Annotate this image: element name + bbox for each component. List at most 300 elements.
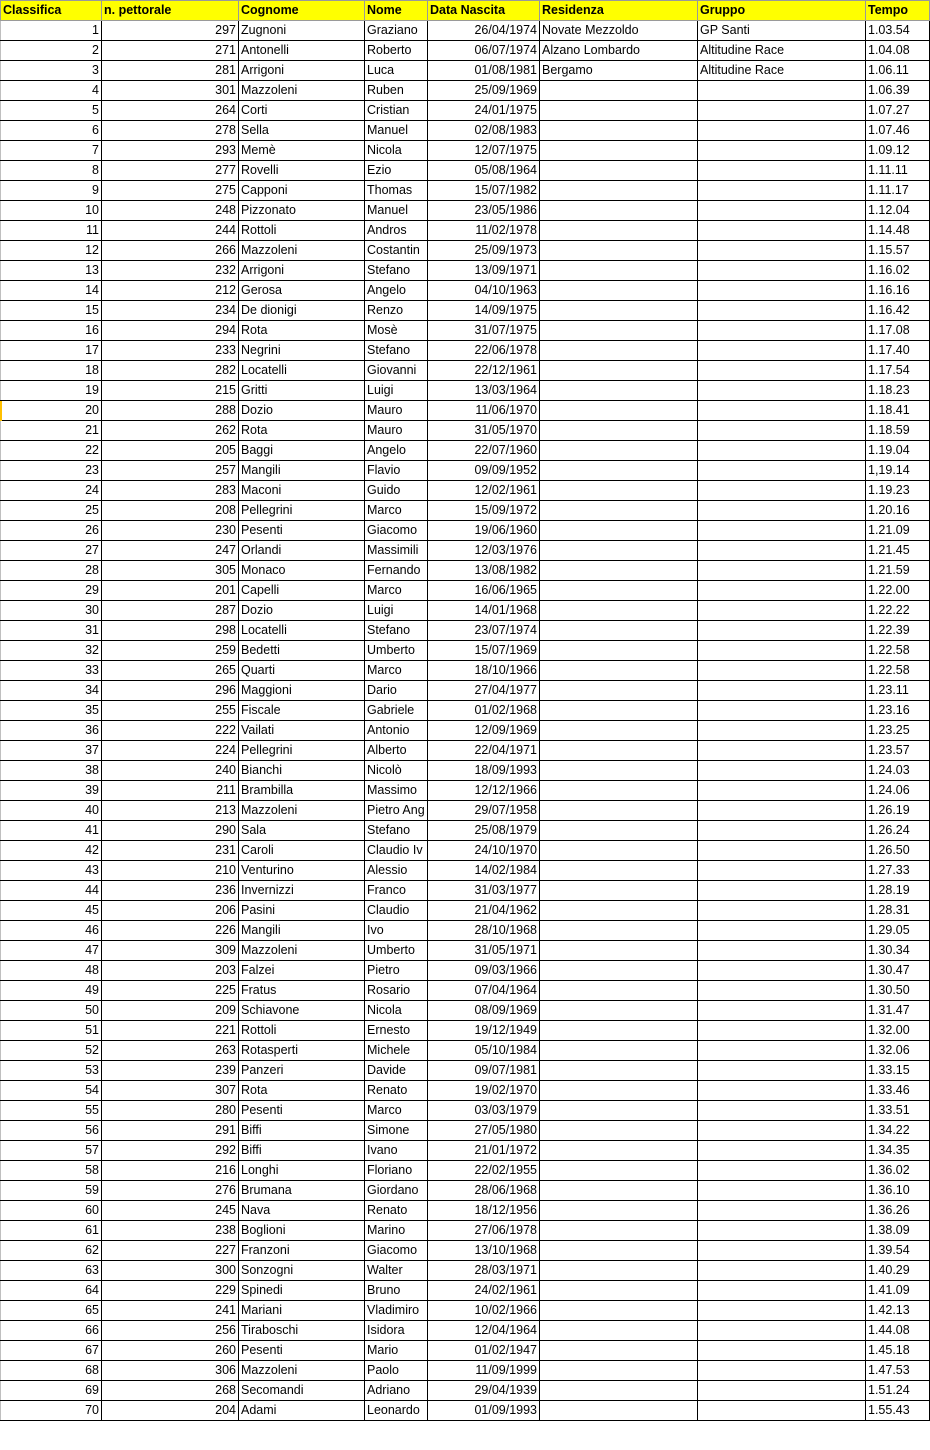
cell-cognome[interactable]: Rota — [239, 421, 365, 441]
header-nome[interactable]: Nome — [365, 1, 428, 21]
cell-pettorale[interactable]: 288 — [102, 401, 239, 421]
cell-gruppo[interactable] — [698, 1001, 866, 1021]
cell-pettorale[interactable]: 276 — [102, 1181, 239, 1201]
cell-tempo[interactable]: 1.42.13 — [866, 1301, 930, 1321]
cell-residenza[interactable] — [540, 241, 698, 261]
cell-data-nascita[interactable]: 12/07/1975 — [428, 141, 540, 161]
cell-tempo[interactable]: 1,19.14 — [866, 461, 930, 481]
cell-nome[interactable]: Mario — [365, 1341, 428, 1361]
cell-pettorale[interactable]: 281 — [102, 61, 239, 81]
cell-pettorale[interactable]: 232 — [102, 261, 239, 281]
cell-classifica[interactable]: 32 — [1, 641, 102, 661]
cell-gruppo[interactable] — [698, 821, 866, 841]
cell-pettorale[interactable]: 225 — [102, 981, 239, 1001]
cell-residenza[interactable] — [540, 1161, 698, 1181]
cell-cognome[interactable]: Boglioni — [239, 1221, 365, 1241]
cell-cognome[interactable]: Pellegrini — [239, 741, 365, 761]
cell-residenza[interactable] — [540, 741, 698, 761]
cell-cognome[interactable]: Pesenti — [239, 521, 365, 541]
cell-pettorale[interactable]: 230 — [102, 521, 239, 541]
cell-gruppo[interactable] — [698, 401, 866, 421]
cell-data-nascita[interactable]: 08/09/1969 — [428, 1001, 540, 1021]
cell-data-nascita[interactable]: 22/12/1961 — [428, 361, 540, 381]
cell-data-nascita[interactable]: 22/04/1971 — [428, 741, 540, 761]
cell-tempo[interactable]: 1.27.33 — [866, 861, 930, 881]
cell-cognome[interactable]: Mazzoleni — [239, 81, 365, 101]
cell-cognome[interactable]: Monaco — [239, 561, 365, 581]
cell-nome[interactable]: Marino — [365, 1221, 428, 1241]
cell-cognome[interactable]: Gritti — [239, 381, 365, 401]
cell-tempo[interactable]: 1.22.22 — [866, 601, 930, 621]
cell-pettorale[interactable]: 255 — [102, 701, 239, 721]
cell-nome[interactable]: Nicola — [365, 141, 428, 161]
cell-nome[interactable]: Leonardo — [365, 1401, 428, 1421]
cell-nome[interactable]: Stefano — [365, 261, 428, 281]
cell-data-nascita[interactable]: 14/01/1968 — [428, 601, 540, 621]
cell-gruppo[interactable] — [698, 621, 866, 641]
cell-classifica[interactable]: 45 — [1, 901, 102, 921]
cell-data-nascita[interactable]: 27/05/1980 — [428, 1121, 540, 1141]
cell-classifica[interactable]: 6 — [1, 121, 102, 141]
cell-gruppo[interactable] — [698, 721, 866, 741]
cell-gruppo[interactable] — [698, 281, 866, 301]
cell-data-nascita[interactable]: 24/10/1970 — [428, 841, 540, 861]
cell-gruppo[interactable] — [698, 981, 866, 1001]
cell-cognome[interactable]: Rota — [239, 321, 365, 341]
cell-cognome[interactable]: Adami — [239, 1401, 365, 1421]
cell-pettorale[interactable]: 282 — [102, 361, 239, 381]
cell-pettorale[interactable]: 240 — [102, 761, 239, 781]
cell-classifica[interactable]: 13 — [1, 261, 102, 281]
cell-residenza[interactable] — [540, 381, 698, 401]
cell-pettorale[interactable]: 296 — [102, 681, 239, 701]
cell-cognome[interactable]: Mazzoleni — [239, 1361, 365, 1381]
cell-tempo[interactable]: 1.33.46 — [866, 1081, 930, 1101]
cell-pettorale[interactable]: 245 — [102, 1201, 239, 1221]
cell-residenza[interactable]: Alzano Lombardo — [540, 41, 698, 61]
cell-residenza[interactable] — [540, 661, 698, 681]
cell-nome[interactable]: Stefano — [365, 341, 428, 361]
cell-residenza[interactable]: Novate Mezzoldo — [540, 21, 698, 41]
cell-nome[interactable]: Adriano — [365, 1381, 428, 1401]
cell-classifica[interactable]: 15 — [1, 301, 102, 321]
cell-gruppo[interactable] — [698, 361, 866, 381]
cell-classifica[interactable]: 35 — [1, 701, 102, 721]
cell-data-nascita[interactable]: 14/09/1975 — [428, 301, 540, 321]
cell-gruppo[interactable] — [698, 461, 866, 481]
cell-gruppo[interactable] — [698, 561, 866, 581]
cell-nome[interactable]: Luigi — [365, 601, 428, 621]
cell-residenza[interactable] — [540, 101, 698, 121]
cell-tempo[interactable]: 1.30.47 — [866, 961, 930, 981]
cell-residenza[interactable] — [540, 781, 698, 801]
cell-tempo[interactable]: 1.20.16 — [866, 501, 930, 521]
cell-tempo[interactable]: 1.17.54 — [866, 361, 930, 381]
cell-data-nascita[interactable]: 31/05/1970 — [428, 421, 540, 441]
cell-tempo[interactable]: 1.06.11 — [866, 61, 930, 81]
cell-pettorale[interactable]: 238 — [102, 1221, 239, 1241]
cell-classifica[interactable]: 67 — [1, 1341, 102, 1361]
cell-classifica[interactable]: 40 — [1, 801, 102, 821]
cell-cognome[interactable]: Biffi — [239, 1121, 365, 1141]
cell-residenza[interactable] — [540, 281, 698, 301]
cell-nome[interactable]: Michele — [365, 1041, 428, 1061]
cell-pettorale[interactable]: 260 — [102, 1341, 239, 1361]
cell-gruppo[interactable] — [698, 121, 866, 141]
cell-nome[interactable]: Mauro — [365, 421, 428, 441]
cell-data-nascita[interactable]: 05/08/1964 — [428, 161, 540, 181]
cell-pettorale[interactable]: 266 — [102, 241, 239, 261]
cell-nome[interactable]: Walter — [365, 1261, 428, 1281]
cell-data-nascita[interactable]: 11/06/1970 — [428, 401, 540, 421]
cell-residenza[interactable] — [540, 501, 698, 521]
cell-nome[interactable]: Manuel — [365, 121, 428, 141]
cell-tempo[interactable]: 1.26.24 — [866, 821, 930, 841]
cell-cognome[interactable]: Quarti — [239, 661, 365, 681]
cell-nome[interactable]: Umberto — [365, 641, 428, 661]
cell-cognome[interactable]: Falzei — [239, 961, 365, 981]
cell-tempo[interactable]: 1.11.11 — [866, 161, 930, 181]
cell-data-nascita[interactable]: 13/03/1964 — [428, 381, 540, 401]
cell-nome[interactable]: Massimo — [365, 781, 428, 801]
cell-tempo[interactable]: 1.07.27 — [866, 101, 930, 121]
cell-cognome[interactable]: Locatelli — [239, 621, 365, 641]
cell-classifica[interactable]: 7 — [1, 141, 102, 161]
cell-data-nascita[interactable]: 12/02/1961 — [428, 481, 540, 501]
cell-tempo[interactable]: 1.03.54 — [866, 21, 930, 41]
cell-residenza[interactable] — [540, 201, 698, 221]
cell-classifica[interactable]: 21 — [1, 421, 102, 441]
cell-classifica[interactable]: 61 — [1, 1221, 102, 1241]
cell-data-nascita[interactable]: 24/02/1961 — [428, 1281, 540, 1301]
cell-classifica[interactable]: 55 — [1, 1101, 102, 1121]
cell-cognome[interactable]: Vailati — [239, 721, 365, 741]
cell-tempo[interactable]: 1.16.02 — [866, 261, 930, 281]
cell-residenza[interactable] — [540, 1141, 698, 1161]
cell-residenza[interactable] — [540, 1321, 698, 1341]
cell-residenza[interactable] — [540, 1241, 698, 1261]
cell-classifica[interactable]: 43 — [1, 861, 102, 881]
cell-residenza[interactable] — [540, 561, 698, 581]
cell-cognome[interactable]: Bianchi — [239, 761, 365, 781]
cell-gruppo[interactable]: Altitudine Race — [698, 41, 866, 61]
cell-data-nascita[interactable]: 16/06/1965 — [428, 581, 540, 601]
cell-classifica[interactable]: 70 — [1, 1401, 102, 1421]
cell-nome[interactable]: Bruno — [365, 1281, 428, 1301]
cell-data-nascita[interactable]: 09/07/1981 — [428, 1061, 540, 1081]
cell-gruppo[interactable] — [698, 501, 866, 521]
cell-pettorale[interactable]: 241 — [102, 1301, 239, 1321]
cell-pettorale[interactable]: 301 — [102, 81, 239, 101]
cell-gruppo[interactable] — [698, 421, 866, 441]
cell-gruppo[interactable] — [698, 1101, 866, 1121]
cell-residenza[interactable] — [540, 481, 698, 501]
cell-cognome[interactable]: Pizzonato — [239, 201, 365, 221]
cell-cognome[interactable]: Biffi — [239, 1141, 365, 1161]
cell-residenza[interactable] — [540, 861, 698, 881]
cell-nome[interactable]: Rosario — [365, 981, 428, 1001]
cell-residenza[interactable] — [540, 1181, 698, 1201]
cell-residenza[interactable] — [540, 441, 698, 461]
cell-nome[interactable]: Pietro Ang — [365, 801, 428, 821]
cell-nome[interactable]: Antonio — [365, 721, 428, 741]
cell-residenza[interactable] — [540, 541, 698, 561]
cell-cognome[interactable]: Rota — [239, 1081, 365, 1101]
cell-data-nascita[interactable]: 09/03/1966 — [428, 961, 540, 981]
cell-gruppo[interactable] — [698, 1261, 866, 1281]
cell-classifica[interactable]: 63 — [1, 1261, 102, 1281]
cell-tempo[interactable]: 1.19.04 — [866, 441, 930, 461]
cell-classifica[interactable]: 62 — [1, 1241, 102, 1261]
cell-tempo[interactable]: 1.28.19 — [866, 881, 930, 901]
cell-classifica[interactable]: 65 — [1, 1301, 102, 1321]
cell-pettorale[interactable]: 236 — [102, 881, 239, 901]
cell-cognome[interactable]: Arrigoni — [239, 61, 365, 81]
cell-pettorale[interactable]: 247 — [102, 541, 239, 561]
cell-cognome[interactable]: Franzoni — [239, 1241, 365, 1261]
cell-tempo[interactable]: 1.24.06 — [866, 781, 930, 801]
cell-nome[interactable]: Renato — [365, 1081, 428, 1101]
cell-classifica[interactable]: 9 — [1, 181, 102, 201]
header-residenza[interactable]: Residenza — [540, 1, 698, 21]
cell-classifica[interactable]: 41 — [1, 821, 102, 841]
cell-data-nascita[interactable]: 28/10/1968 — [428, 921, 540, 941]
cell-cognome[interactable]: Capponi — [239, 181, 365, 201]
cell-cognome[interactable]: Arrigoni — [239, 261, 365, 281]
cell-gruppo[interactable] — [698, 321, 866, 341]
cell-nome[interactable]: Giacomo — [365, 1241, 428, 1261]
cell-cognome[interactable]: Pesenti — [239, 1341, 365, 1361]
cell-pettorale[interactable]: 203 — [102, 961, 239, 981]
cell-tempo[interactable]: 1.55.43 — [866, 1401, 930, 1421]
cell-classifica[interactable]: 64 — [1, 1281, 102, 1301]
cell-tempo[interactable]: 1.17.40 — [866, 341, 930, 361]
cell-classifica[interactable]: 23 — [1, 461, 102, 481]
cell-classifica[interactable]: 11 — [1, 221, 102, 241]
cell-cognome[interactable]: Pesenti — [239, 1101, 365, 1121]
cell-pettorale[interactable]: 263 — [102, 1041, 239, 1061]
cell-cognome[interactable]: Locatelli — [239, 361, 365, 381]
cell-data-nascita[interactable]: 22/06/1978 — [428, 341, 540, 361]
cell-cognome[interactable]: Dozio — [239, 601, 365, 621]
cell-tempo[interactable]: 1.21.09 — [866, 521, 930, 541]
cell-residenza[interactable] — [540, 261, 698, 281]
cell-nome[interactable]: Marco — [365, 1101, 428, 1121]
cell-cognome[interactable]: Schiavone — [239, 1001, 365, 1021]
cell-gruppo[interactable] — [698, 1061, 866, 1081]
cell-data-nascita[interactable]: 13/09/1971 — [428, 261, 540, 281]
cell-cognome[interactable]: Memè — [239, 141, 365, 161]
cell-classifica[interactable]: 14 — [1, 281, 102, 301]
cell-nome[interactable]: Roberto — [365, 41, 428, 61]
cell-classifica[interactable]: 60 — [1, 1201, 102, 1221]
cell-classifica[interactable]: 56 — [1, 1121, 102, 1141]
cell-pettorale[interactable]: 208 — [102, 501, 239, 521]
cell-classifica[interactable]: 53 — [1, 1061, 102, 1081]
header-tempo[interactable]: Tempo — [866, 1, 930, 21]
cell-data-nascita[interactable]: 15/07/1969 — [428, 641, 540, 661]
cell-classifica[interactable]: 22 — [1, 441, 102, 461]
cell-residenza[interactable] — [540, 1301, 698, 1321]
cell-classifica[interactable]: 33 — [1, 661, 102, 681]
cell-tempo[interactable]: 1.28.31 — [866, 901, 930, 921]
cell-gruppo[interactable] — [698, 261, 866, 281]
cell-nome[interactable]: Angelo — [365, 281, 428, 301]
cell-gruppo[interactable] — [698, 101, 866, 121]
cell-classifica[interactable]: 25 — [1, 501, 102, 521]
cell-gruppo[interactable] — [698, 1301, 866, 1321]
cell-classifica[interactable]: 12 — [1, 241, 102, 261]
cell-classifica[interactable]: 39 — [1, 781, 102, 801]
cell-classifica[interactable]: 51 — [1, 1021, 102, 1041]
cell-nome[interactable]: Giacomo — [365, 521, 428, 541]
cell-residenza[interactable] — [540, 341, 698, 361]
cell-nome[interactable]: Isidora — [365, 1321, 428, 1341]
cell-pettorale[interactable]: 211 — [102, 781, 239, 801]
cell-cognome[interactable]: Mangili — [239, 921, 365, 941]
cell-nome[interactable]: Umberto — [365, 941, 428, 961]
cell-residenza[interactable] — [540, 421, 698, 441]
cell-gruppo[interactable] — [698, 801, 866, 821]
cell-tempo[interactable]: 1.19.23 — [866, 481, 930, 501]
cell-cognome[interactable]: Invernizzi — [239, 881, 365, 901]
cell-nome[interactable]: Giovanni — [365, 361, 428, 381]
cell-cognome[interactable]: Sonzogni — [239, 1261, 365, 1281]
cell-data-nascita[interactable]: 01/02/1947 — [428, 1341, 540, 1361]
cell-data-nascita[interactable]: 31/03/1977 — [428, 881, 540, 901]
cell-nome[interactable]: Gabriele — [365, 701, 428, 721]
cell-gruppo[interactable] — [698, 1041, 866, 1061]
cell-data-nascita[interactable]: 09/09/1952 — [428, 461, 540, 481]
cell-gruppo[interactable] — [698, 1121, 866, 1141]
cell-classifica[interactable]: 34 — [1, 681, 102, 701]
cell-gruppo[interactable] — [698, 841, 866, 861]
cell-tempo[interactable]: 1.21.45 — [866, 541, 930, 561]
cell-nome[interactable]: Davide — [365, 1061, 428, 1081]
cell-pettorale[interactable]: 201 — [102, 581, 239, 601]
cell-tempo[interactable]: 1.30.34 — [866, 941, 930, 961]
cell-nome[interactable]: Luca — [365, 61, 428, 81]
cell-classifica[interactable]: 17 — [1, 341, 102, 361]
cell-residenza[interactable] — [540, 841, 698, 861]
cell-residenza[interactable] — [540, 981, 698, 1001]
cell-data-nascita[interactable]: 19/02/1970 — [428, 1081, 540, 1101]
cell-gruppo[interactable] — [698, 961, 866, 981]
cell-pettorale[interactable]: 231 — [102, 841, 239, 861]
cell-pettorale[interactable]: 297 — [102, 21, 239, 41]
cell-pettorale[interactable]: 298 — [102, 621, 239, 641]
cell-residenza[interactable] — [540, 921, 698, 941]
cell-classifica[interactable]: 38 — [1, 761, 102, 781]
cell-classifica[interactable]: 27 — [1, 541, 102, 561]
cell-gruppo[interactable] — [698, 681, 866, 701]
cell-data-nascita[interactable]: 22/02/1955 — [428, 1161, 540, 1181]
cell-tempo[interactable]: 1.11.17 — [866, 181, 930, 201]
cell-classifica[interactable]: 30 — [1, 601, 102, 621]
cell-classifica[interactable]: 4 — [1, 81, 102, 101]
cell-nome[interactable]: Renato — [365, 1201, 428, 1221]
cell-cognome[interactable]: Mazzoleni — [239, 241, 365, 261]
cell-tempo[interactable]: 1.24.03 — [866, 761, 930, 781]
cell-residenza[interactable] — [540, 1201, 698, 1221]
cell-pettorale[interactable]: 215 — [102, 381, 239, 401]
cell-residenza[interactable] — [540, 721, 698, 741]
cell-classifica[interactable]: 57 — [1, 1141, 102, 1161]
cell-nome[interactable]: Stefano — [365, 821, 428, 841]
cell-cognome[interactable]: Secomandi — [239, 1381, 365, 1401]
cell-data-nascita[interactable]: 21/01/1972 — [428, 1141, 540, 1161]
cell-nome[interactable]: Nicola — [365, 1001, 428, 1021]
cell-pettorale[interactable]: 280 — [102, 1101, 239, 1121]
cell-tempo[interactable]: 1.33.15 — [866, 1061, 930, 1081]
cell-data-nascita[interactable]: 13/10/1968 — [428, 1241, 540, 1261]
cell-data-nascita[interactable]: 31/07/1975 — [428, 321, 540, 341]
cell-tempo[interactable]: 1.34.35 — [866, 1141, 930, 1161]
cell-cognome[interactable]: Fratus — [239, 981, 365, 1001]
cell-pettorale[interactable]: 224 — [102, 741, 239, 761]
header-classifica[interactable]: Classifica — [1, 1, 102, 21]
cell-tempo[interactable]: 1.21.59 — [866, 561, 930, 581]
cell-residenza[interactable] — [540, 821, 698, 841]
cell-tempo[interactable]: 1.34.22 — [866, 1121, 930, 1141]
cell-cognome[interactable]: Maconi — [239, 481, 365, 501]
cell-nome[interactable]: Flavio — [365, 461, 428, 481]
cell-residenza[interactable] — [540, 641, 698, 661]
cell-classifica[interactable]: 5 — [1, 101, 102, 121]
cell-classifica[interactable]: 31 — [1, 621, 102, 641]
cell-cognome[interactable]: Maggioni — [239, 681, 365, 701]
cell-tempo[interactable]: 1.22.00 — [866, 581, 930, 601]
cell-data-nascita[interactable]: 14/02/1984 — [428, 861, 540, 881]
cell-gruppo[interactable] — [698, 201, 866, 221]
cell-data-nascita[interactable]: 12/09/1969 — [428, 721, 540, 741]
cell-cognome[interactable]: Baggi — [239, 441, 365, 461]
cell-nome[interactable]: Simone — [365, 1121, 428, 1141]
cell-gruppo[interactable] — [698, 1221, 866, 1241]
cell-nome[interactable]: Ezio — [365, 161, 428, 181]
cell-gruppo[interactable] — [698, 1201, 866, 1221]
cell-data-nascita[interactable]: 12/03/1976 — [428, 541, 540, 561]
cell-pettorale[interactable]: 283 — [102, 481, 239, 501]
cell-data-nascita[interactable]: 19/06/1960 — [428, 521, 540, 541]
cell-tempo[interactable]: 1.26.50 — [866, 841, 930, 861]
cell-nome[interactable]: Angelo — [365, 441, 428, 461]
cell-classifica[interactable]: 66 — [1, 1321, 102, 1341]
cell-pettorale[interactable]: 278 — [102, 121, 239, 141]
cell-gruppo[interactable] — [698, 181, 866, 201]
cell-data-nascita[interactable]: 27/04/1977 — [428, 681, 540, 701]
cell-nome[interactable]: Alberto — [365, 741, 428, 761]
cell-pettorale[interactable]: 229 — [102, 1281, 239, 1301]
cell-tempo[interactable]: 1.41.09 — [866, 1281, 930, 1301]
cell-pettorale[interactable]: 222 — [102, 721, 239, 741]
cell-nome[interactable]: Manuel — [365, 201, 428, 221]
cell-pettorale[interactable]: 305 — [102, 561, 239, 581]
cell-data-nascita[interactable]: 23/07/1974 — [428, 621, 540, 641]
cell-nome[interactable]: Vladimiro — [365, 1301, 428, 1321]
cell-data-nascita[interactable]: 11/09/1999 — [428, 1361, 540, 1381]
header-pettorale[interactable]: n. pettorale — [102, 1, 239, 21]
cell-residenza[interactable] — [540, 801, 698, 821]
cell-residenza[interactable] — [540, 1281, 698, 1301]
cell-nome[interactable]: Graziano — [365, 21, 428, 41]
cell-nome[interactable]: Pietro — [365, 961, 428, 981]
cell-data-nascita[interactable]: 26/04/1974 — [428, 21, 540, 41]
cell-nome[interactable]: Andros — [365, 221, 428, 241]
cell-tempo[interactable]: 1.09.12 — [866, 141, 930, 161]
cell-classifica[interactable]: 2 — [1, 41, 102, 61]
header-data-nascita[interactable]: Data Nascita — [428, 1, 540, 21]
